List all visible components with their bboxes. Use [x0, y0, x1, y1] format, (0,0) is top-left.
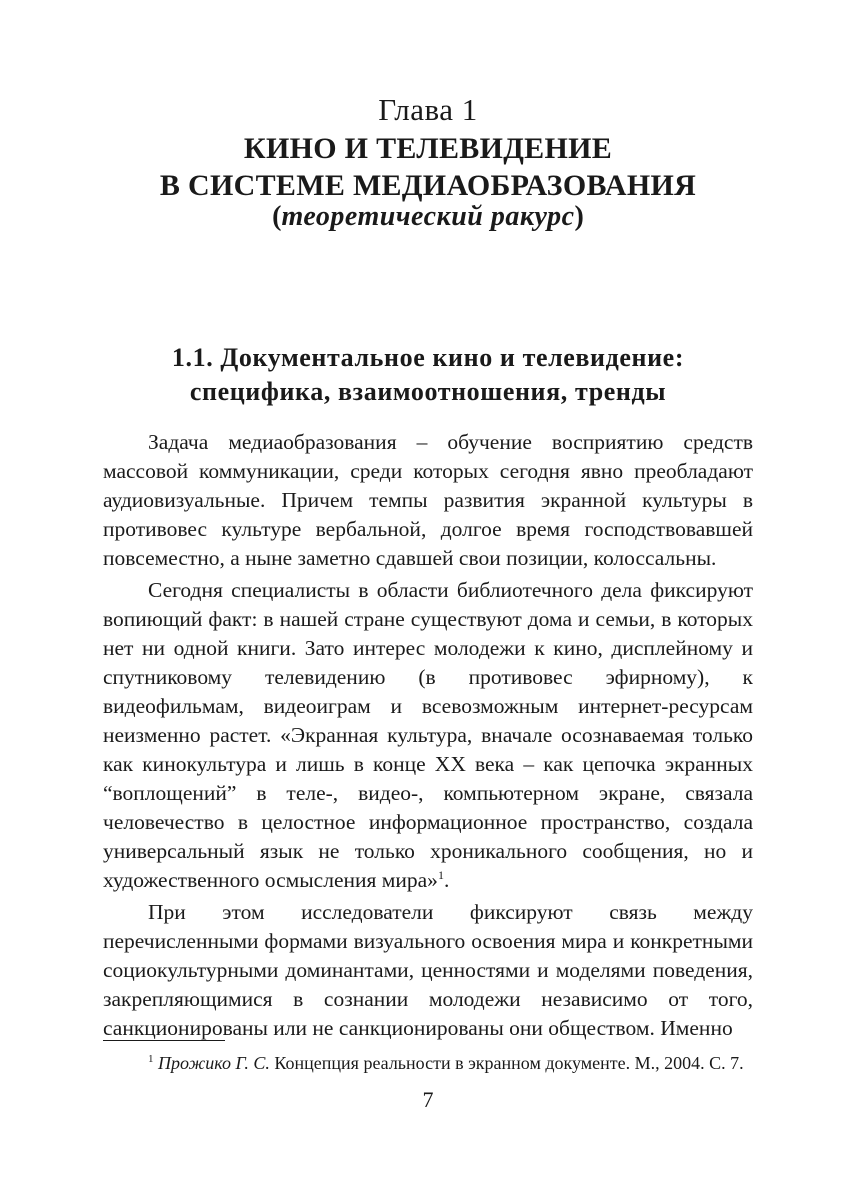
- book-page: [103, 0, 753, 1182]
- chapter-title: [103, 130, 753, 204]
- subtitle-close-paren: ): [574, 201, 584, 232]
- paragraph-2: [103, 576, 753, 895]
- section-title-line-1: 1.1. Документальное кино и телевидение:: [171, 343, 685, 372]
- section-title-line-2: специфика, взаимоотношения, тренды: [189, 377, 667, 406]
- page-number: 7: [422, 1087, 434, 1112]
- paragraph-1: Задача медиаобразования – обучение восприятию средств массовой коммуникации, среди которых сегодня явно преобладают аудиовизуальные. Причем темпы развития экранной культуры в противовес культуре вербальной, долгое время господствовавшей повсеместно, а ныне заметно сдавшей свои позиции, колоссальны.: [103, 430, 753, 570]
- footnote-author: Прожико Г. С.: [158, 1053, 270, 1073]
- paragraph-2-text: Сегодня специалисты в области библиотечного дела фиксируют вопиющий факт: в нашей стране существуют дома и семьи, в которых нет ни одной книги. Зато интерес молодежи к кино, дисплейному и спутниковому телевидению (в противовес эфирному), к видеофильмам, видеоиграм и всевозможным интернет-ресурсам неизменно растет. «Экранная культура, вначале осознаваемая только как кинокультура и лишь в конце XX века – как цепочка экранных “воплощений” в теле-, видео-, компьютерном экране, связала человечество в целостное информационное пространство, создала универсальный язык не только хроникального сообщения, но и художественного осмысления мира»: [103, 578, 753, 892]
- paragraph-3: При этом исследователи фиксируют связь между перечисленными формами визуального освоения мира и конкретными социокультурными доминантами, ценностями и моделями поведения, закрепляющимися в сознании молодежи независимо от того, санкционированы или не санкционированы они обществом. Именно: [103, 900, 753, 1040]
- section-title: [103, 341, 753, 409]
- footnote-divider: [103, 1040, 225, 1041]
- chapter-subtitle: [103, 199, 753, 235]
- footnote-text: Концепция реальности в экранном документе. М., 2004. С. 7.: [269, 1053, 744, 1073]
- subtitle-open-paren: (: [272, 201, 282, 232]
- body-text: [103, 428, 753, 1046]
- chapter-title-line-2: В СИСТЕМЕ МЕДИАОБРАЗОВАНИЯ: [159, 169, 697, 202]
- footnote-marker: 1: [148, 1053, 154, 1065]
- chapter-number: Глава 1: [378, 92, 478, 127]
- subtitle-text: теоретический ракурс: [281, 201, 575, 232]
- chapter-title-line-1: КИНО И ТЕЛЕВИДЕНИЕ: [243, 132, 613, 165]
- footnote-ref[interactable]: 1: [437, 867, 444, 882]
- footnote: [148, 1052, 753, 1074]
- paragraph-2-end: .: [443, 868, 450, 892]
